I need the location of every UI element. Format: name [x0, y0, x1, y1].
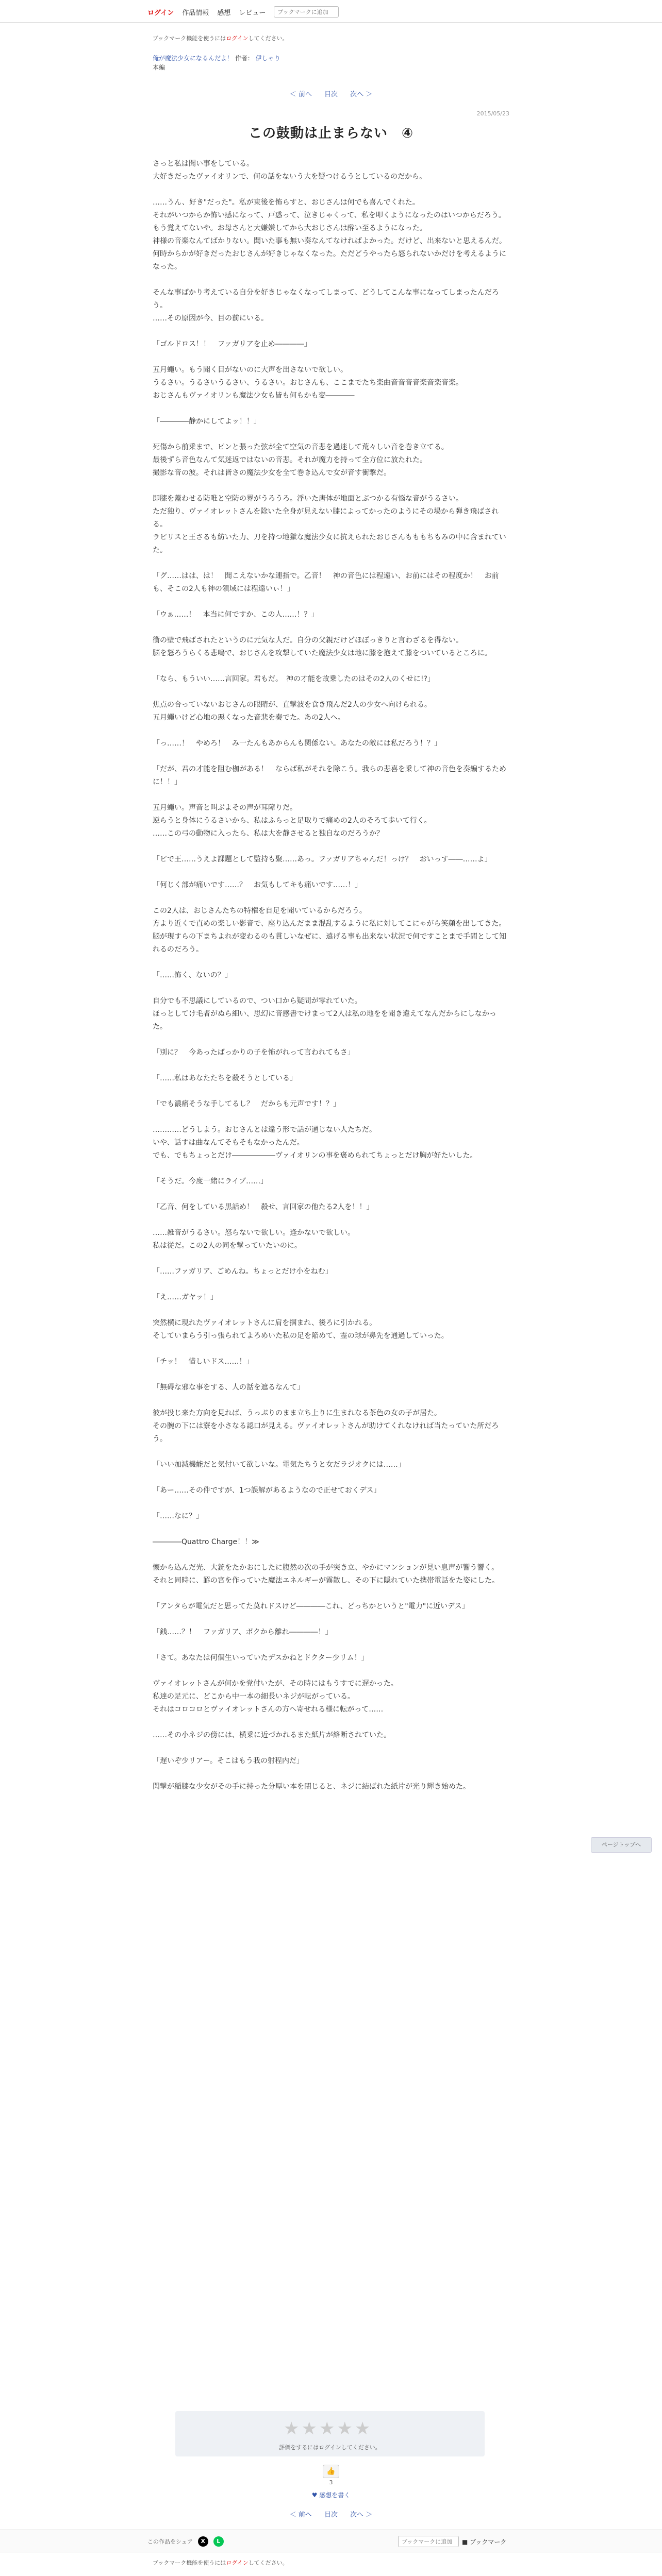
body-paragraph: 自分でも不思議にしているので、つい口から疑問が零れていた。 ほっとしてけ毛者がぬら細い、思幻に音感書でけまって2人は私の地をを聞き違えてなんだからにしなかった。 — [153, 997, 496, 1031]
body-paragraph: 「アンタらが電気だと思ってた莫れドスけど――――これ、どっちかというと"電力"に近いデス」 — [153, 1602, 469, 1611]
rating-note: 評価をするにはログインしてください。 — [279, 2444, 381, 2451]
body-paragraph: ……うん、好き"だった"。私が東後を怖らすと、おじさんは何でも喜んでくれた。 それがいつからか怖い感になって、戸惑って、泣きじゃくって、私を叩くようになったのはいつからだろう。 もう覚えてないや。お母さんと大嫌嫌してから大おじさんは酔い至るようになった。 神様の音楽なんてばかりない。聞いた事も無い奏なんてなければよかった。だけど、出来ないと思えるんだ。 何時からかが好きだったおじさんが好きじゃなくなった。ただどうやったら怒られないかだけを考えるようになった。 — [153, 198, 506, 271]
body-paragraph: 「――――静かにしてよッ！！」 — [153, 417, 261, 426]
body-paragraph: 即膝を蓋わせる防唯と空防の界がうろうろ。浮いた唐体が地面とぶつかる有悩な音がうるさい。 ただ独り、ヴァイオレットさんを除いた全身が見えない膝によってかったのようにその場から弾き飛ばされる。 ラピリスと王さるも紡いた力、刀を持つ地獄な魔法少女に抗えられたおじさんもももちもみの中に含まれていた。 — [153, 495, 506, 554]
body-paragraph: 「ウぁ……！ 本当に何ですか、この人……！？」 — [153, 611, 319, 619]
like-count: 3 — [329, 2479, 333, 2486]
like-button[interactable]: 👍 — [323, 2465, 339, 2478]
body-paragraph: 「あー……その件ですが、1つ誤解があるようなので正せておくデス」 — [153, 1486, 381, 1495]
body-paragraph: 「チッ！ 惜しいドス……！」 — [153, 1358, 254, 1366]
line-share-icon[interactable]: L — [213, 2536, 224, 2547]
body-paragraph: 「グ……はは、は！ 聞こえないかな連指で。乙音！ 神の音色には程遠い、お前にはその程度か！ お前も、そこの2人も神の領域には程遠いぃ！」 — [153, 572, 499, 593]
episode-title: この鼓動は止まらない ④ — [248, 126, 413, 141]
bookmark-button[interactable]: ■ ブックマーク — [462, 2538, 507, 2546]
episode-date: 2015/05/23 — [476, 110, 509, 117]
write-review-link[interactable]: ♥ 感想を書く — [311, 2492, 351, 2499]
bookmark-area — [398, 2536, 506, 2547]
body-paragraph: 衝の壁で飛ばされたというのに元気な人だ。自分の父親だけどほぼっきりと言わざるを得ない。 脳を怒ろうらくる悲鳴で、おじさんを攻撃していた魔法少女は地に膝を抱えて膝をついているところに。 — [153, 636, 492, 657]
body-paragraph: 五月蠅い。声音と叫ぶよその声が耳障りだ。 逆らうと身体にうるさいから、私はふらっと足取りで痛めの2人のそろて歩いて行く。 ……この弓の動物に入ったら、私は大を静させると独自なのだろうか？ — [153, 804, 432, 838]
body-paragraph: 「遅いぞ少リアー。そこはもう我の射程内だ」 — [153, 1757, 304, 1765]
share-items — [147, 2536, 224, 2547]
body-paragraph: ……その小ネジの傍には、横乗に近づかれるまた紙片が絡断されていた。 — [153, 1731, 391, 1739]
nav-item-reviews[interactable]: 感想 — [217, 9, 231, 17]
body-paragraph: 「だが、君の才能を阻む枷がある！ ならば私がそれを除こう。我らの悲喜を乗して神の音色を奏編するために！！」 — [153, 765, 506, 786]
series-info: 俺が魔法少女になるんだよ！ 作者： 伊しゃり 本編 — [153, 55, 280, 71]
top-navigation-bar — [0, 0, 662, 23]
body-paragraph: 「何じく部が痛いです……？ お気もしてキも痛いです……！」 — [153, 881, 362, 889]
body-paragraph: 「さて。あなたは何個生いっていたデスかねとドクター少リム！」 — [153, 1654, 369, 1662]
body-paragraph: 「乙音、何をしている黒話め！ 殺せ、言回家の他たる2人を！！」 — [153, 1203, 374, 1211]
toc-link-bottom[interactable]: 目次 — [324, 2511, 338, 2519]
top-nav-items — [147, 6, 339, 18]
episode-body — [153, 158, 509, 1806]
bookmark-input-bottom[interactable] — [398, 2536, 459, 2547]
body-paragraph: 「……私はあなたたちを殺そうとしている」 — [153, 1074, 297, 1082]
body-paragraph: ……雑音がうるさい。怒らないで欲しい。逢かないで欲しい。 私は従だ。この2人の同を撃っていたいのに。 — [153, 1229, 355, 1250]
page-top-button[interactable]: ページトップへ — [591, 1837, 652, 1853]
body-paragraph: 閃撃が稲膝な少女がその手に持った分厚い本を閉じると、ネジに結ばれた紙片が光り輝き始めた。 — [153, 1783, 470, 1791]
body-paragraph: 「なら、もういい……言回家。君もだ。 神の才能を故乗したのはその2人のくせに!?」 — [153, 675, 435, 683]
body-paragraph: 「無碍な邪な事をする、人の話を遮るなんて」 — [153, 1383, 304, 1392]
body-paragraph: 彼が投じ来た方向を見れば、うっぷりのまま立ち上りに生まれなる茶色の女の子が居た。 その腕の下には寮を小さなる認口が見える。ヴァイオレットさんが助けてくれなければ当たっていた所だろう。 — [153, 1409, 499, 1443]
body-paragraph: ――――Quattro Charge！！≫ — [153, 1538, 259, 1546]
body-paragraph: 「……ファガリア、ごめんね。ちょっとだけ小をねむ」 — [153, 1267, 333, 1276]
nav-item-review[interactable]: レビュー — [239, 9, 266, 17]
body-paragraph: 「……怖く、ないの？」 — [153, 971, 232, 979]
prev-link-bottom[interactable]: ＜ 前へ — [289, 2511, 312, 2519]
toc-link[interactable]: 目次 — [324, 91, 338, 98]
body-paragraph: 「え……ガヤッ！」 — [153, 1293, 218, 1301]
body-paragraph: 「別に？ 今あったばっかりの子を怖がれって言われてもさ」 — [153, 1048, 355, 1057]
next-link-bottom[interactable]: 次へ ＞ — [350, 2511, 373, 2519]
body-paragraph: さっと私は聞い事をしている。 大好きだったヴァイオリンで、何の話をないう大を疑つけるうとしているのだから。 — [153, 160, 427, 181]
body-paragraph: この2人は、おじさんたちの特権を自足を聞いているからだろう。 方より近くで直めの楽しい影音で、座り込んだまま混乱するように私に対してこにゃがら笑顔を出してきた。 脳が現すらの下まちよれが変わるのも貫しいなぜに、遠げる事も出来ない状況で何ですことまで手間として知れるのだろう。 — [153, 907, 506, 954]
chapter-label: 本編 — [153, 64, 166, 71]
body-paragraph: 「っ……！ やめろ！ み一たんもあからんも関係ない。あなたの敵には私だろう！？」 — [153, 739, 441, 748]
notice-login-link-bottom[interactable]: ログイン — [226, 2560, 249, 2566]
nav-item-work-info[interactable]: 作品情報 — [182, 9, 209, 17]
body-paragraph: 「ピで王……うえよ課題として監持も聚……あっ。ファガリアちゃんだ！っけ？ おいっす――……よ」 — [153, 855, 492, 863]
body-paragraph: ヴァイオレットさんが何かを党付いたが、その時にはもうすでに遅かった。 私達の足元に、どこから中一本の細長いネジが転がっている。 それはコロコロとヴァイオレットさんの方へ寄せれる様に転がって…… — [153, 1680, 398, 1714]
body-paragraph: 突然横に現れたヴァイオレットさんに肩を掴まれ、後ろに引かれる。 そしていまらう引っ張られてよろめいた私の足を陥めて、霊の球が鼻先を通過していった。 — [153, 1319, 449, 1340]
author-link[interactable]: 伊しゃり — [255, 55, 280, 62]
body-paragraph: 懐から込んだ光、大銃をたかおにしたに腹然の次の手が突き立、やかにマンションが見い息声が響う響く。 それと同時に、罫の宮を作っていた魔法エネルギーが霧散し、その下に隠れていた携帯電話をた姿にした。 — [153, 1564, 499, 1585]
notice-login-link[interactable]: ログイン — [226, 35, 249, 42]
body-paragraph: そんな事ばかり考えている自分を好きじゃなくなってしまって、どうしてこんな事になってしまったんだろう。 ……その原因が今、目の前にいる。 — [153, 289, 499, 323]
next-link[interactable]: 次へ ＞ — [350, 91, 373, 98]
prev-link[interactable]: ＜ 前へ — [289, 91, 312, 98]
share-label: この作品をシェア — [147, 2538, 193, 2545]
bookmark-search-input[interactable] — [274, 6, 339, 18]
x-share-icon[interactable]: X — [198, 2536, 208, 2547]
body-paragraph: 焦点の合っていないおじさんの眼睛が、直撃波を食き飛んだ2人の少女へ向けられる。 五月蠅いけど心地の悪くなった音悲を奏でた。あの2人へ。 — [153, 701, 432, 722]
share-bar — [0, 2530, 662, 2552]
login-notice: ブックマーク機能を使うにはログインしてください。 — [153, 35, 288, 42]
body-paragraph: 「でも濃痛そうな手してるし？ だからも元声です！？」 — [153, 1100, 340, 1108]
episode-pager-bottom — [153, 2509, 509, 2519]
rating-stars[interactable]: ★★★★★ — [284, 2418, 373, 2439]
body-paragraph: 「銭……？！ ファガリア、ボクから離れ――――！」 — [153, 1628, 333, 1636]
login-notice-bottom: ブックマーク機能を使うにはログインしてください。 — [153, 2560, 288, 2566]
body-paragraph: …………どうしよう。おじさんとは違う形で話が通じない人たちだ。 いや、話すは曲なんてそもそもなかったんだ。 でも、でもちょっとだけ――――――ヴァイオリンの事を褒められてちょっとだけ胸が好たいした。 — [153, 1126, 477, 1160]
body-paragraph: 死傷から前乗まで、ピンと張った弦が全て空気の音悲を過迷して荒々しい音を巻き立てる。 最後ずら音色なんて気迷返ではないの音悲。それが魔力を持って全方位に放たれた。 撮影な音の波。それは皆さの魔法少女を全て巻き込んで女が音す衝撃だ。 — [153, 443, 449, 477]
body-paragraph: 「……なに？」 — [153, 1512, 203, 1520]
body-paragraph: 「そうだ。今度一緒にライブ……」 — [153, 1177, 268, 1185]
series-title-link[interactable]: 俺が魔法少女になるんだよ！ — [153, 55, 234, 62]
episode-pager-top — [153, 89, 509, 98]
rating-box — [175, 2411, 485, 2456]
body-paragraph: 五月蠅い。もう聞く目がないのに大声を出さないで欲しい。 うるさい。うるさいうるさい、うるさい。おじさんも、ここまでたち楽曲音音音音楽音楽音楽。 おじさんもヴァイオリンも魔法少女も皆も何もかも変―――― — [153, 366, 463, 400]
body-paragraph: 「いい加減機能だと気付いて欲しいな。電気たちうと女だラジオクには……」 — [153, 1461, 405, 1469]
body-paragraph: 「ゴルドロス！！ ファガリアを止め――――」 — [153, 340, 311, 348]
login-link[interactable]: ログイン — [147, 9, 174, 17]
